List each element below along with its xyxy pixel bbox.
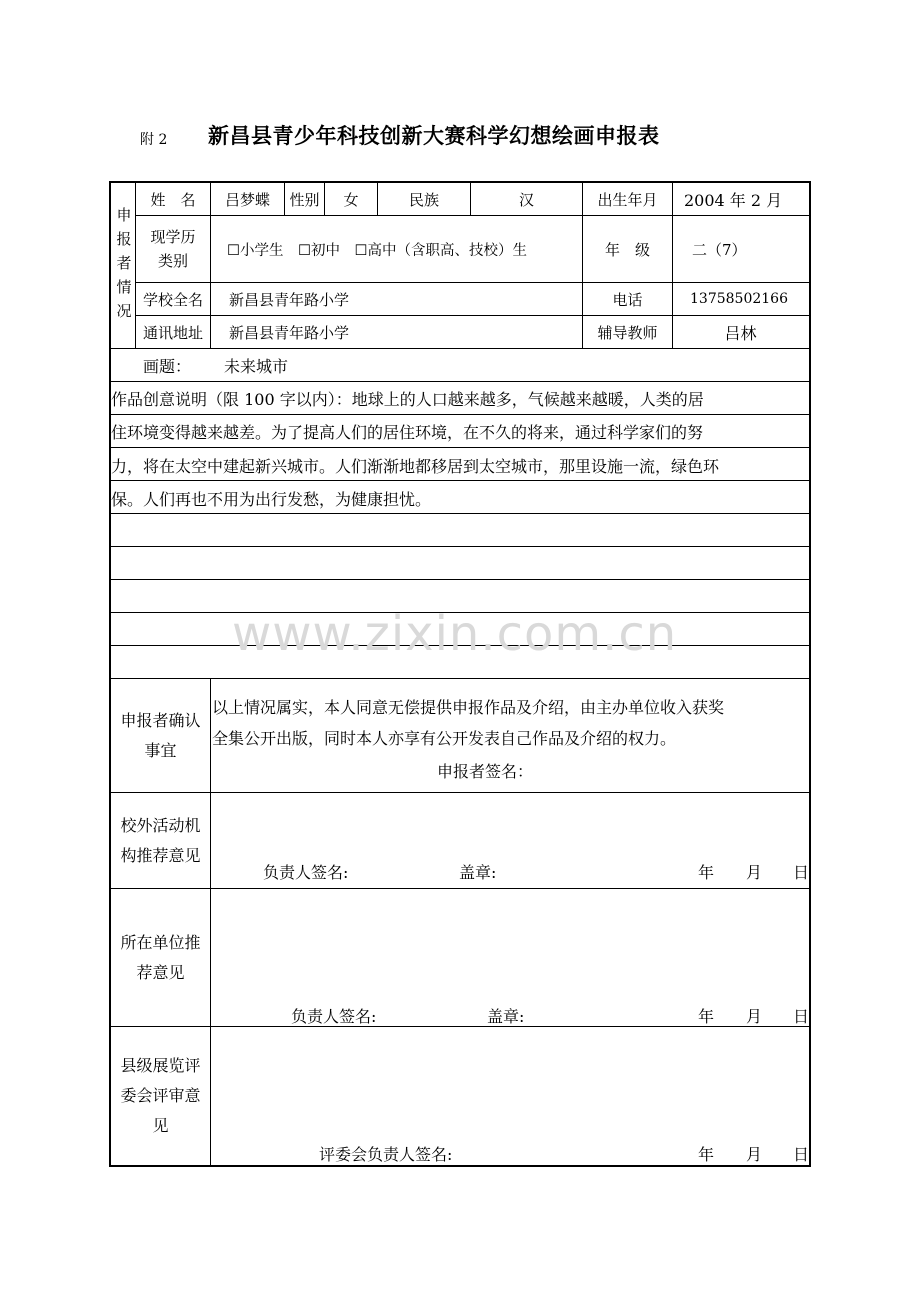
applicant-signature-label: 申报者签名： (437, 762, 534, 781)
unit-year: 年 (698, 1007, 715, 1026)
education-label: 现学历 类别 (150, 228, 196, 270)
ethnicity-value: 汉 (518, 190, 534, 209)
outside-org-seal-label: 盖章: (459, 863, 497, 882)
gender-value: 女 (343, 190, 359, 209)
unit-sign-label: 负责人签名: (291, 1007, 377, 1026)
attachment-number: 附 2 (140, 132, 168, 148)
school-label: 学校全名 (142, 290, 203, 309)
unit-day: 日 (793, 1007, 810, 1026)
work-title-label: 画题： (143, 356, 192, 376)
address-value: 新昌县青年路小学 (229, 323, 350, 342)
outside-org-day: 日 (793, 863, 810, 882)
education-options: ☐小学生 ☐初中 ☐高中（含职高、技校）生 (227, 242, 527, 259)
county-year: 年 (698, 1145, 715, 1164)
unit-seal-label: 盖章: (487, 1007, 525, 1026)
gender-label: 性别 (289, 190, 320, 209)
ethnicity-label: 民族 (408, 190, 439, 209)
county-day: 日 (793, 1145, 810, 1164)
county-committee-label: 县级展览评 委会评审意 见 (120, 1056, 201, 1135)
unit-label: 所在单位推 荐意见 (120, 932, 201, 982)
phone-label: 电话 (612, 290, 643, 309)
teacher-value: 吕林 (724, 323, 757, 343)
birth-value: 2004 年 2 月 (684, 190, 783, 210)
outside-org-sign-label: 负责人签名: (263, 863, 349, 882)
outside-org-year: 年 (698, 863, 715, 882)
watermark: www.zixin.com.cn (232, 606, 678, 662)
county-month: 月 (746, 1145, 763, 1164)
applicant-section-label: 申 报 者 情 况 (116, 206, 132, 320)
name-label: 姓 名 (150, 190, 196, 209)
grade-label: 年 级 (604, 240, 650, 259)
phone-value: 13758502166 (690, 291, 788, 307)
address-label: 通讯地址 (142, 323, 203, 342)
grade-value: 二（7） (692, 240, 747, 259)
page-title: 新昌县青少年科技创新大赛科学幻想绘画申报表 (208, 124, 660, 148)
county-sign-label: 评委会负责人签名: (319, 1145, 453, 1164)
birth-label: 出生年月 (597, 190, 658, 209)
confirmation-text: 以上情况属实，本人同意无偿提供申报作品及介绍，由主办单位收入获奖 全集公开出版，同时本人亦享有公开发表自己作品及介绍的权力。 (212, 698, 725, 748)
school-value: 新昌县青年路小学 (229, 290, 350, 309)
confirmation-label: 申报者确认 事宜 (120, 710, 201, 760)
outside-org-label: 校外活动机 构推荐意见 (120, 815, 201, 865)
unit-month: 月 (746, 1007, 763, 1026)
outside-org-month: 月 (746, 863, 763, 882)
name-value: 吕梦蝶 (224, 190, 270, 209)
teacher-label: 辅导教师 (597, 323, 658, 342)
work-description: 作品创意说明（限 100 字以内）：地球上的人口越来越多，气候越来越暖，人类的居 住环境变得越来越差。为了提高人们的居住环境，在不久的将来，通过科学家们的努 力，将在太空中建起新兴城市。人们渐渐地都移居到太空城市，那里设施一流，绿色环 保。人们再也不用为出行发愁，为健康担忧。 (111, 390, 720, 509)
work-title-value: 未来城市 (224, 356, 289, 376)
